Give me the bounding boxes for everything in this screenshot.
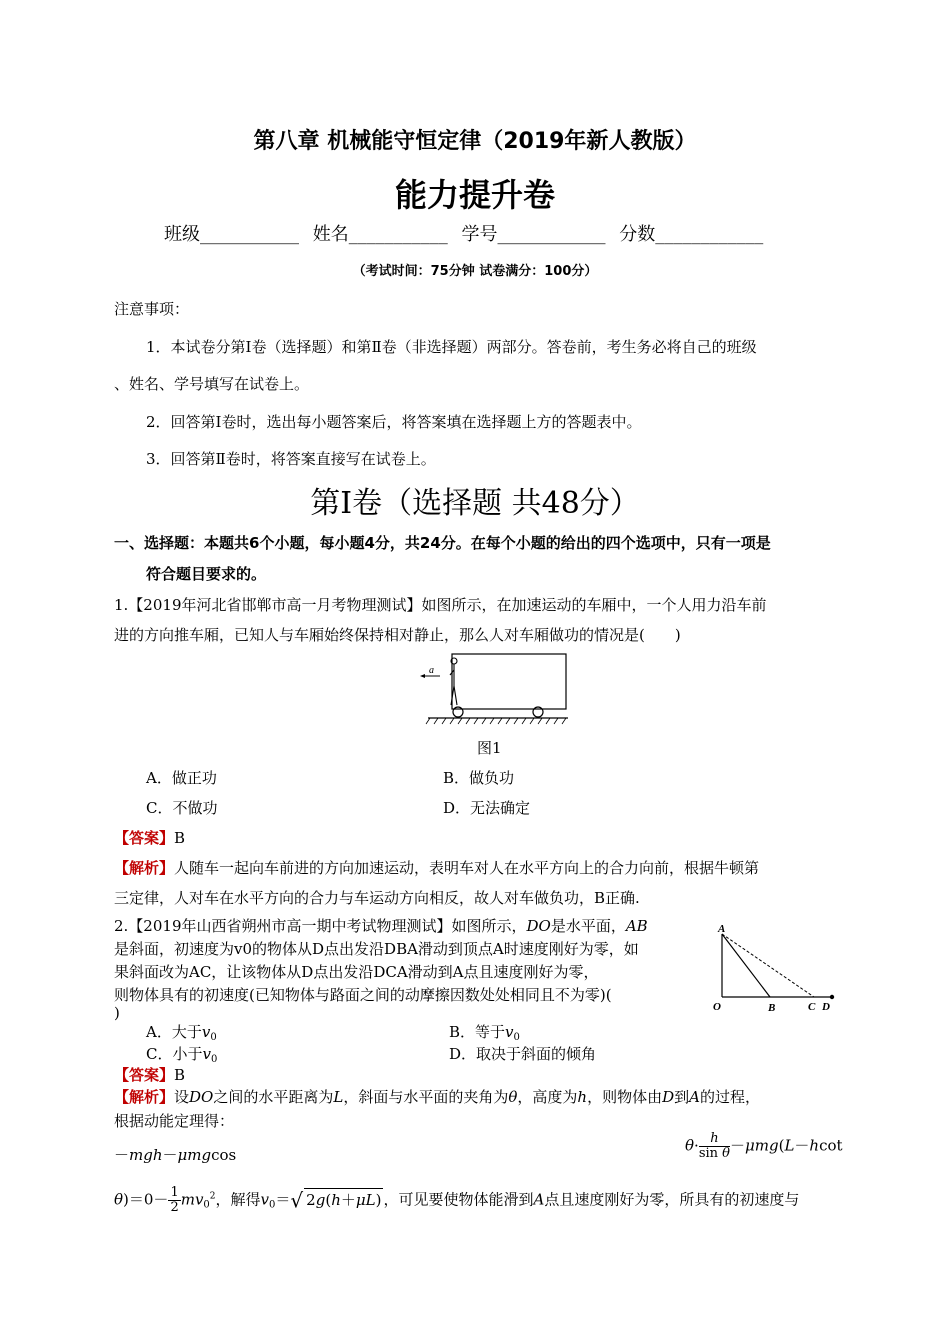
q1-option-c[interactable]: C．不做功 [146, 799, 218, 817]
chapter-title: 第八章 机械能守恒定律（2019年新人教版） [253, 129, 697, 154]
q1-answer [114, 827, 185, 848]
q1-option-a[interactable]: A．做正功 [146, 769, 217, 787]
q2-stem-line2: 是斜面，初速度为v0的物体从D点出发沿DBA滑动到顶点A时速度刚好为零，如 [114, 940, 639, 958]
score-field[interactable]: 分数____________ [619, 224, 764, 245]
q1-stem: 1.【2019年河北省邯郸市高一月考物理测试】如图所示，在加速运动的车厢中，一个人用力沿车前 [114, 596, 767, 614]
acceleration-label: a [429, 665, 434, 676]
q2-answer [114, 1064, 185, 1085]
person-figure [450, 658, 457, 705]
point-d-label: D [822, 1001, 830, 1012]
cart-figure [418, 648, 572, 728]
q2-option-b[interactable]: B．等于$v_0$ [449, 1023, 520, 1043]
q2-stem-line3: 果斜面改为AC，让该物体从D点出发沿DCA滑动到A点且速度刚好为零， [114, 963, 599, 981]
section-instructions: 一、选择题：本题共6个小题，每小题4分，共24分。在每个小题的给出的四个选项中，只有一项是 [114, 534, 771, 552]
notice-item-3: 3．回答第Ⅱ卷时，将答案直接写在试卷上。 [146, 450, 436, 468]
part1-title: 第Ⅰ卷（选择题 共48分） [310, 486, 640, 521]
point-o-label: O [713, 1001, 721, 1012]
notice-item-2: 2．回答第Ⅰ卷时，选出每小题答案后，将答案填在选择题上方的答题表中。 [146, 413, 642, 431]
notice-heading: 注意事项： [114, 300, 190, 318]
point-c-label: C [808, 1001, 816, 1012]
q1-option-d[interactable]: D．无法确定 [443, 799, 531, 817]
student-id-field[interactable]: 学号____________ [461, 224, 606, 245]
notice-item-1-cont: 、姓名、学号填写在试卷上。 [114, 375, 310, 393]
q2-option-a[interactable]: A．大于$v_0$ [146, 1023, 217, 1043]
q2-option-d[interactable]: D．取决于斜面的倾角 [449, 1045, 597, 1063]
q1-figure-caption: 图1 [477, 739, 502, 757]
answer-tag: 【答案】 [114, 1066, 175, 1084]
analysis-text: 人随车一起向车前进的方向加速运动，表明车对人在水平方向上的合力向前，根据牛顿第 [174, 859, 760, 877]
analysis-tag: 【解析】 [114, 859, 175, 877]
answer-tag: 【答案】 [114, 829, 175, 847]
q2-option-c[interactable]: C．小于$v_0$ [146, 1045, 218, 1065]
q2-analysis-cont: 根据动能定理得： [114, 1112, 235, 1130]
exam-info: （考试时间：75分钟 试卷满分：100分） [352, 264, 598, 279]
notice-item-1: 1．本试卷分第Ⅰ卷（选择题）和第Ⅱ卷（非选择题）两部分。答卷前，考生务必将自己的班级 [146, 338, 757, 356]
point-b-label: B [768, 1002, 776, 1012]
equation-left: －mgh－μmgcos [114, 1146, 237, 1164]
class-field[interactable]: 班级___________ [164, 224, 299, 245]
q2-stem: 2.【2019年山西省朔州市高一期中考试物理测试】如图所示，DO是水平面，AB [114, 917, 648, 935]
analysis-tag: 【解析】 [114, 1088, 175, 1106]
cart-body [452, 654, 566, 709]
q2-analysis: 【解析】设DO之间的水平距离为L，斜面与水平面的夹角为θ，高度为h，则物体由D到A的过程， [114, 1088, 760, 1106]
slope-ab [722, 934, 770, 997]
q1-option-b[interactable]: B．做负功 [443, 769, 515, 787]
section-instructions-cont: 符合题目要求的。 [146, 565, 267, 583]
q1-stem-cont: 进的方向推车厢，已知人与车厢始终保持相对静止，那么人对车厢做功的情况是( ) [114, 626, 681, 644]
slope-ac [722, 934, 814, 997]
equation-bottom: θ)＝0－ $\frac{1}{2}$ $mv_0^2$，解得$v_0=√$ 2g(h＋μL) ，可见要使物体能滑到A点且速度刚好为零，所具有的初速度与 [114, 1185, 800, 1215]
name-field[interactable]: 姓名___________ [312, 224, 448, 245]
equation-right: θ· $\frac{h}{\text{sin θ}}$ －μmg(L－hcot [685, 1131, 843, 1161]
point-a-label: A [718, 923, 726, 935]
ground-hatching [426, 718, 566, 724]
answer-value: B [174, 829, 186, 847]
q2-stem-line5: ) [114, 1004, 120, 1022]
paper-title: 能力提升卷 [394, 176, 555, 214]
student-fields [164, 220, 763, 246]
answer-value: B [174, 1066, 186, 1084]
q1-analysis-cont: 三定律，人对车在水平方向的合力与车运动方向相反，故人对车做负功，B正确. [114, 889, 640, 907]
incline-figure [708, 922, 842, 1012]
q1-analysis [114, 857, 759, 878]
q2-stem-line4: 则物体具有的初速度(已知物体与路面之间的动摩擦因数处处相同且不为零)( [114, 986, 612, 1004]
